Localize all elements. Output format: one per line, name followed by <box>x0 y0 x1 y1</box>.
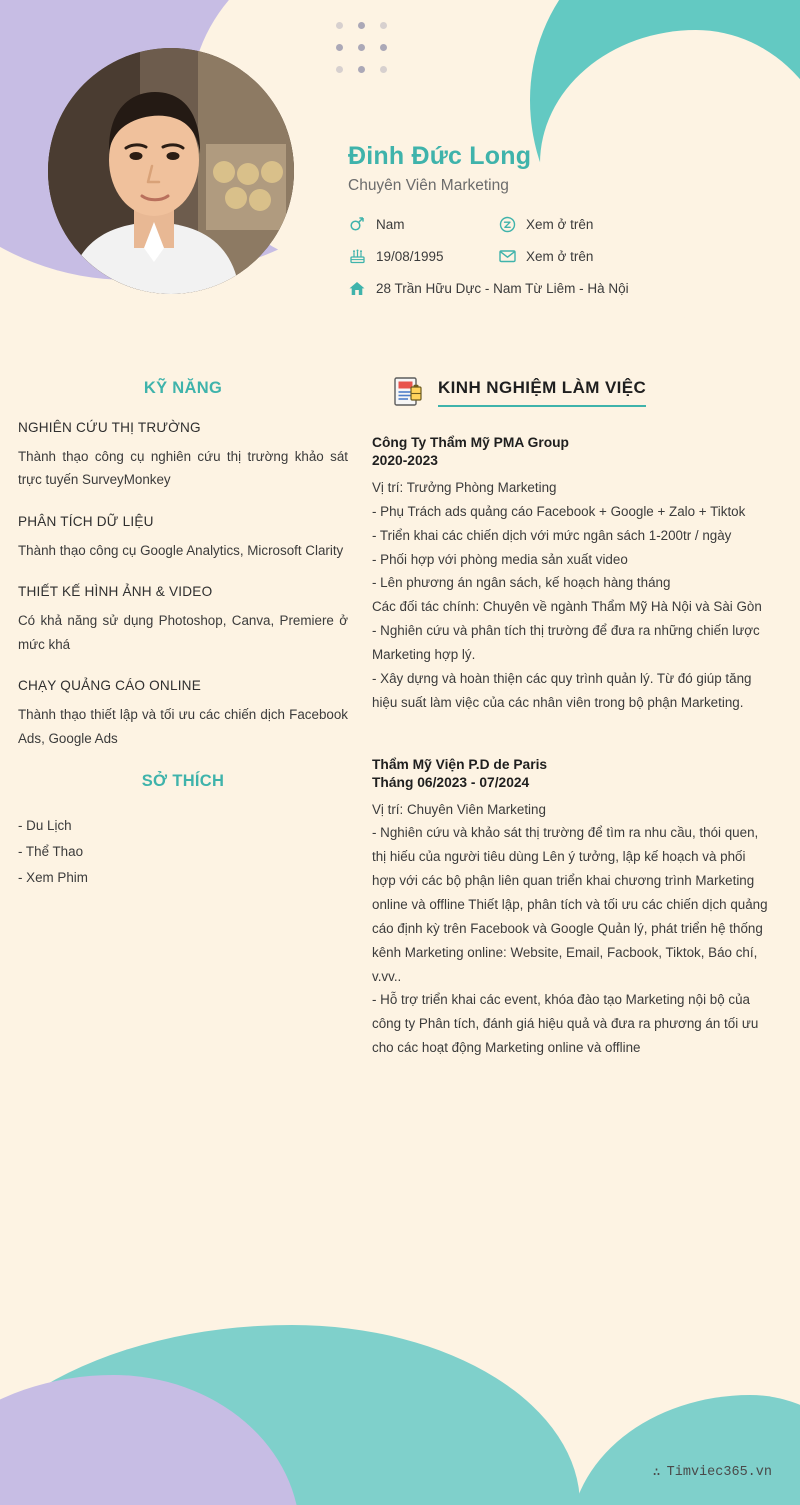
zalo-icon <box>498 215 516 233</box>
briefcase-document-icon <box>392 375 424 409</box>
hobby-item: - Xem Phim <box>18 870 88 886</box>
candidate-name: Đinh Đức Long <box>348 142 532 170</box>
gender-icon <box>348 215 366 233</box>
contact-address-label: 28 Trần Hữu Dực - Nam Từ Liêm - Hà Nội <box>376 280 629 296</box>
experience-entry <box>368 757 770 1060</box>
job-detail-line: Các đối tác chính: Chuyên về ngành Thẩm Mỹ Hà Nội và Sài Gòn <box>372 599 762 615</box>
contact-address <box>348 279 768 297</box>
contact-zalo <box>498 215 768 233</box>
header-text-block <box>348 142 768 297</box>
skill-title: PHÂN TÍCH DỮ LIỆU <box>18 513 154 529</box>
profile-photo <box>48 48 294 294</box>
skill-item <box>18 420 348 492</box>
cv-header <box>0 0 800 345</box>
contact-gender <box>348 215 498 233</box>
job-detail-line: Vị trí: Chuyên Viên Marketing <box>372 801 546 817</box>
contact-birthday-label: 19/08/1995 <box>376 248 444 264</box>
experience-heading: KINH NGHIỆM LÀM VIỆC <box>438 378 646 407</box>
contact-zalo-label: Xem ở trên <box>526 216 594 232</box>
hobby-item: - Thể Thao <box>18 844 84 860</box>
experience-column <box>368 367 770 1102</box>
job-detail-line: - Nghiên cứu và khảo sát thị trường để tìm ra nhu cầu, thói quen, thị hiếu của người tiêu dùng Lên ý tưởng, lập kế hoạch và phối hợp với các bộ phận liên quan triển khai chương trình Marketing online và offline Thiết lập, phân tích và tối ưu các chiến dịch quảng cáo định kỳ trên Facebook và Google Quản lý, phát triển hệ thống kênh Marketing online: Website, Email, Facbook, Tiktok, Báo chí, v.vv.. <box>372 825 768 984</box>
birthday-cake-icon <box>348 247 366 265</box>
brand-name: Timviec365.vn <box>666 1465 772 1480</box>
contact-gender-label: Nam <box>376 216 405 232</box>
skill-description: Thành thạo công cụ Google Analytics, Microsoft Clarity <box>18 542 344 558</box>
job-detail-line: - Lên phương án ngân sách, kế hoạch hàng tháng <box>372 575 671 591</box>
job-period: Tháng 06/2023 - 07/2024 <box>372 774 530 790</box>
contact-email-label: Xem ở trên <box>526 248 594 264</box>
skill-description: Thành thạo công cụ nghiên cứu thị trường khảo sát trực tuyến SurveyMonkey <box>18 449 348 488</box>
skill-title: CHẠY QUẢNG CÁO ONLINE <box>18 678 201 694</box>
footer-brand <box>653 1464 772 1481</box>
contact-birthday <box>348 247 498 265</box>
home-icon <box>348 279 366 297</box>
skills-heading: KỸ NĂNG <box>143 379 223 397</box>
skill-item <box>18 514 348 562</box>
hobbies-list <box>18 813 348 891</box>
teal-blob-bottom-right <box>570 1395 800 1505</box>
cv-body <box>0 345 800 1102</box>
job-company: Công Ty Thẩm Mỹ PMA Group <box>372 435 569 450</box>
skill-description: Thành thạo thiết lập và tối ưu các chiến dịch Facebook Ads, Google Ads <box>18 707 348 746</box>
skill-item <box>18 678 348 750</box>
sidebar-column <box>18 367 348 1102</box>
brand-mark-icon: ∴ <box>652 1466 661 1481</box>
skill-title: NGHIÊN CỨU THỊ TRƯỜNG <box>18 420 201 435</box>
skill-description: Có khả năng sử dụng Photoshop, Canva, Premiere ở mức khá <box>18 613 348 652</box>
job-detail-line: Vị trí: Trưởng Phòng Marketing <box>372 480 557 495</box>
hobbies-heading: SỞ THÍCH <box>141 772 225 791</box>
hobby-item: - Du Lịch <box>18 818 72 834</box>
experience-entry <box>368 435 770 715</box>
candidate-job-title: Chuyên Viên Marketing <box>348 177 509 194</box>
job-detail-line: - Nghiên cứu và phân tích thị trường để đưa ra những chiến lược Marketing hợp lý. <box>372 623 760 663</box>
job-period: 2020-2023 <box>372 453 438 468</box>
contact-info-grid <box>348 215 768 297</box>
job-detail-line: - Xây dựng và hoàn thiện các quy trình quản lý. Từ đó giúp tăng hiệu suất làm việc của các nhân viên trong bộ phận Marketing. <box>372 670 752 710</box>
job-company: Thẩm Mỹ Viện P.D de Paris <box>372 756 548 772</box>
experience-section-header <box>392 375 770 409</box>
job-detail-line: - Triển khai các chiến dịch với mức ngân sách 1-200tr / ngày <box>372 527 732 543</box>
job-detail-line: - Phối hợp với phòng media sản xuất video <box>372 551 628 567</box>
job-detail-line: - Phụ Trách ads quảng cáo Facebook + Google + Zalo + Tiktok <box>372 503 746 519</box>
skill-item <box>18 584 348 656</box>
skill-title: THIẾT KẾ HÌNH ẢNH & VIDEO <box>18 584 213 600</box>
job-detail-line: - Hỗ trợ triển khai các event, khóa đào tạo Marketing nội bộ của công ty Phân tích, đánh giá hiệu quả và đưa ra phương án tối ưu cho các hoạt động Marketing online và offline <box>372 992 759 1056</box>
contact-email <box>498 247 768 265</box>
envelope-icon <box>498 247 516 265</box>
